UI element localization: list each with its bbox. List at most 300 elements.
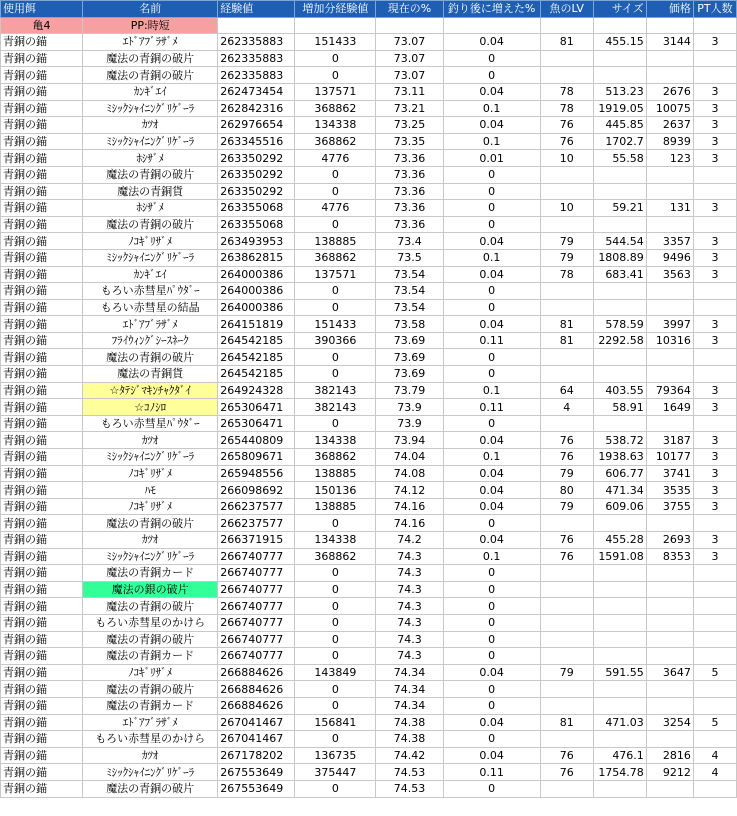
cell-exp-gain[interactable]: 0 [295,648,376,665]
cell-exp-gain[interactable]: 0 [295,67,376,84]
cell-fish-level[interactable]: 79 [540,249,593,266]
cell-price[interactable]: 79364 [646,382,693,399]
cell-party-count[interactable]: 3 [693,34,736,51]
cell-size[interactable]: 55.58 [593,150,646,167]
table-cell[interactable] [443,17,540,34]
cell-party-count[interactable]: 3 [693,249,736,266]
cell-name[interactable]: 魔法の青銅の破片 [83,50,218,67]
col-header-size[interactable]: サイズ [593,1,646,18]
cell-party-count[interactable]: 3 [693,548,736,565]
cell-pct-increase[interactable]: 0 [443,697,540,714]
cell-size[interactable]: 1702.7 [593,133,646,150]
cell-name[interactable]: ﾐｼｯｸｼｬｲﾆﾝｸﾞﾘｹﾞｰﾗ [83,100,218,117]
cell-name[interactable]: 魔法の青銅の破片 [83,631,218,648]
cell-party-count[interactable] [693,648,736,665]
cell-current-pct[interactable]: 74.16 [376,498,443,515]
cell-party-count[interactable]: 3 [693,266,736,283]
cell-current-pct[interactable]: 73.4 [376,233,443,250]
cell-exp[interactable]: 266740777 [218,648,295,665]
cell-price[interactable]: 8353 [646,548,693,565]
cell-name[interactable]: ﾐｼｯｸｼｬｲﾆﾝｸﾞﾘｹﾞｰﾗ [83,764,218,781]
cell-exp[interactable]: 264542185 [218,366,295,383]
cell-party-count[interactable]: 3 [693,382,736,399]
cell-party-count[interactable] [693,67,736,84]
cell-fish-level[interactable] [540,183,593,200]
cell-name[interactable]: ☆ｺﾉｼﾛ [83,399,218,416]
cell-fish-level[interactable]: 79 [540,465,593,482]
cell-bait[interactable]: 青銅の錨 [1,283,83,300]
cell-size[interactable] [593,780,646,797]
cell-name[interactable]: ﾉｺｷﾞﾘｻﾞﾒ [83,498,218,515]
cell-current-pct[interactable]: 73.36 [376,200,443,217]
cell-current-pct[interactable]: 73.07 [376,50,443,67]
cell-price[interactable] [646,349,693,366]
cell-current-pct[interactable]: 74.3 [376,648,443,665]
cell-price[interactable] [646,299,693,316]
col-header-price[interactable]: 価格 [646,1,693,18]
cell-party-count[interactable]: 4 [693,764,736,781]
cell-exp[interactable]: 266740777 [218,631,295,648]
cell-price[interactable]: 10316 [646,332,693,349]
cell-price[interactable]: 3563 [646,266,693,283]
cell-party-count[interactable]: 5 [693,664,736,681]
cell-bait[interactable]: 青銅の錨 [1,117,83,134]
cell-name[interactable]: 魔法の青銅の破片 [83,515,218,532]
cell-current-pct[interactable]: 73.36 [376,166,443,183]
cell-price[interactable]: 1649 [646,399,693,416]
cell-fish-level[interactable]: 81 [540,714,593,731]
cell-fish-level[interactable] [540,631,593,648]
col-header-bait[interactable]: 使用餌 [1,1,83,18]
cell-pct-increase[interactable]: 0.1 [443,449,540,466]
cell-exp[interactable]: 262335883 [218,34,295,51]
cell-pct-increase[interactable]: 0.04 [443,465,540,482]
cell-price[interactable] [646,366,693,383]
cell-price[interactable] [646,780,693,797]
cell-size[interactable] [593,415,646,432]
cell-fish-level[interactable] [540,614,593,631]
cell-current-pct[interactable]: 74.3 [376,614,443,631]
cell-exp-gain[interactable]: 156841 [295,714,376,731]
cell-exp[interactable]: 267178202 [218,747,295,764]
cell-bait[interactable]: 青銅の錨 [1,449,83,466]
cell-party-count[interactable]: 3 [693,200,736,217]
cell-current-pct[interactable]: 73.69 [376,349,443,366]
cell-name[interactable]: ﾎｼｻﾞﾒ [83,200,218,217]
cell-party-count[interactable] [693,166,736,183]
cell-size[interactable] [593,731,646,748]
cell-party-count[interactable]: 3 [693,449,736,466]
cell-fish-level[interactable] [540,598,593,615]
cell-pct-increase[interactable]: 0 [443,648,540,665]
cell-exp[interactable]: 266740777 [218,581,295,598]
cell-pct-increase[interactable]: 0.04 [443,747,540,764]
cell-exp[interactable]: 266884626 [218,697,295,714]
cell-exp-gain[interactable]: 382143 [295,399,376,416]
cell-pct-increase[interactable]: 0.04 [443,532,540,549]
cell-current-pct[interactable]: 73.54 [376,266,443,283]
cell-exp-gain[interactable]: 151433 [295,34,376,51]
cell-party-count[interactable]: 3 [693,498,736,515]
cell-name[interactable]: もろい赤彗星ﾊﾟｳﾀﾞｰ [83,283,218,300]
cell-fish-level[interactable] [540,681,593,698]
cell-current-pct[interactable]: 74.3 [376,581,443,598]
cell-size[interactable]: 58.91 [593,399,646,416]
col-header-name[interactable]: 名前 [83,1,218,18]
cell-current-pct[interactable]: 74.16 [376,515,443,532]
cell-party-count[interactable] [693,216,736,233]
cell-bait[interactable]: 青銅の錨 [1,465,83,482]
cell-exp-gain[interactable]: 150136 [295,482,376,499]
cell-size[interactable]: 538.72 [593,432,646,449]
cell-price[interactable]: 9212 [646,764,693,781]
cell-current-pct[interactable]: 74.3 [376,548,443,565]
cell-exp[interactable]: 266740777 [218,548,295,565]
cell-name[interactable]: 魔法の青銅の破片 [83,216,218,233]
cell-size[interactable]: 606.77 [593,465,646,482]
cell-exp[interactable]: 265948556 [218,465,295,482]
cell-name[interactable]: 魔法の青銅の破片 [83,681,218,698]
cell-fish-level[interactable]: 76 [540,548,593,565]
cell-size[interactable]: 591.55 [593,664,646,681]
cell-current-pct[interactable]: 73.36 [376,216,443,233]
cell-size[interactable]: 1919.05 [593,100,646,117]
cell-party-count[interactable] [693,681,736,698]
cell-exp[interactable]: 265306471 [218,399,295,416]
cell-exp-gain[interactable]: 0 [295,581,376,598]
cell-bait[interactable]: 青銅の錨 [1,216,83,233]
cell-fish-level[interactable] [540,366,593,383]
cell-name[interactable]: ｶﾝｷﾞｴｲ [83,266,218,283]
cell-fish-level[interactable]: 79 [540,498,593,515]
cell-size[interactable] [593,166,646,183]
cell-price[interactable]: 2676 [646,83,693,100]
table-cell[interactable] [693,17,736,34]
cell-bait[interactable]: 青銅の錨 [1,349,83,366]
cell-bait[interactable]: 青銅の錨 [1,50,83,67]
cell-exp[interactable]: 262335883 [218,67,295,84]
cell-bait[interactable]: 青銅の錨 [1,332,83,349]
cell-bait[interactable]: 青銅の錨 [1,631,83,648]
cell-pct-increase[interactable]: 0 [443,67,540,84]
cell-party-count[interactable] [693,283,736,300]
cell-pct-increase[interactable]: 0.04 [443,233,540,250]
cell-exp[interactable]: 263350292 [218,183,295,200]
cell-name[interactable]: 魔法の青銅カード [83,697,218,714]
cell-size[interactable] [593,283,646,300]
cell-current-pct[interactable]: 73.54 [376,283,443,300]
cell-size[interactable]: 609.06 [593,498,646,515]
cell-size[interactable]: 476.1 [593,747,646,764]
cell-name[interactable]: 魔法の青銅貨 [83,366,218,383]
cell-exp-gain[interactable]: 134338 [295,117,376,134]
cell-fish-level[interactable]: 79 [540,233,593,250]
cell-current-pct[interactable]: 73.69 [376,332,443,349]
cell-bait[interactable]: 青銅の錨 [1,266,83,283]
cell-fish-level[interactable]: 76 [540,432,593,449]
cell-exp-gain[interactable]: 4776 [295,200,376,217]
cell-pct-increase[interactable]: 0 [443,349,540,366]
cell-exp[interactable]: 264000386 [218,299,295,316]
cell-pct-increase[interactable]: 0 [443,50,540,67]
cell-exp[interactable]: 266237577 [218,515,295,532]
table-cell[interactable] [218,17,295,34]
cell-name[interactable]: 魔法の青銅の破片 [83,67,218,84]
cell-size[interactable] [593,581,646,598]
cell-current-pct[interactable]: 73.36 [376,150,443,167]
cell-exp[interactable]: 266371915 [218,532,295,549]
cell-current-pct[interactable]: 74.38 [376,714,443,731]
cell-current-pct[interactable]: 73.36 [376,183,443,200]
cell-price[interactable] [646,614,693,631]
cell-bait[interactable]: 青銅の錨 [1,648,83,665]
cell-bait[interactable]: 青銅の錨 [1,697,83,714]
cell-name[interactable]: ｴﾄﾞｱﾌﾞﾗｻﾞﾒ [83,714,218,731]
cell-party-count[interactable]: 3 [693,83,736,100]
cell-size[interactable] [593,697,646,714]
cell-current-pct[interactable]: 73.25 [376,117,443,134]
cell-exp[interactable]: 267041467 [218,731,295,748]
cell-current-pct[interactable]: 73.94 [376,432,443,449]
cell-name[interactable]: ☆ﾀﾃｼﾞﾏｷﾝﾁｬｸﾀﾞｲ [83,382,218,399]
cell-price[interactable] [646,515,693,532]
cell-current-pct[interactable]: 74.53 [376,764,443,781]
cell-bait[interactable]: 青銅の錨 [1,299,83,316]
cell-pct-increase[interactable]: 0 [443,183,540,200]
col-header-exp[interactable]: 経験値 [218,1,295,18]
cell-pct-increase[interactable]: 0 [443,299,540,316]
cell-name[interactable]: 魔法の青銅カード [83,648,218,665]
cell-party-count[interactable]: 5 [693,714,736,731]
cell-name[interactable]: 魔法の青銅貨 [83,183,218,200]
cell-current-pct[interactable]: 74.34 [376,681,443,698]
cell-price[interactable] [646,681,693,698]
cell-party-count[interactable] [693,515,736,532]
cell-bait[interactable]: 青銅の錨 [1,764,83,781]
cell-exp-gain[interactable]: 151433 [295,316,376,333]
cell-bait[interactable]: 青銅の錨 [1,83,83,100]
cell-bait[interactable]: 青銅の錨 [1,664,83,681]
cell-current-pct[interactable]: 74.34 [376,664,443,681]
cell-pct-increase[interactable]: 0.04 [443,432,540,449]
cell-fish-level[interactable] [540,648,593,665]
cell-current-pct[interactable]: 74.04 [376,449,443,466]
cell-exp-gain[interactable]: 0 [295,183,376,200]
cell-pct-increase[interactable]: 0 [443,631,540,648]
cell-bait[interactable]: 青銅の錨 [1,399,83,416]
cell-pct-increase[interactable]: 0 [443,780,540,797]
cell-exp[interactable]: 265440809 [218,432,295,449]
cell-pct-increase[interactable]: 0 [443,731,540,748]
cell-fish-level[interactable]: 76 [540,117,593,134]
cell-bait[interactable]: 青銅の錨 [1,714,83,731]
cell-name[interactable]: 魔法の青銅の破片 [83,598,218,615]
cell-price[interactable]: 3357 [646,233,693,250]
cell-bait[interactable]: 青銅の錨 [1,382,83,399]
cell-fish-level[interactable] [540,216,593,233]
cell-exp[interactable]: 265306471 [218,415,295,432]
cell-current-pct[interactable]: 74.42 [376,747,443,764]
cell-bait[interactable]: 青銅の錨 [1,100,83,117]
cell-party-count[interactable]: 3 [693,233,736,250]
cell-party-count[interactable]: 3 [693,150,736,167]
cell-exp[interactable]: 263350292 [218,166,295,183]
cell-price[interactable] [646,216,693,233]
cell-exp-gain[interactable]: 134338 [295,432,376,449]
cell-fish-level[interactable] [540,50,593,67]
cell-name[interactable]: ﾐｼｯｸｼｬｲﾆﾝｸﾞﾘｹﾞｰﾗ [83,133,218,150]
cell-party-count[interactable]: 3 [693,100,736,117]
cell-current-pct[interactable]: 73.21 [376,100,443,117]
cell-fish-level[interactable] [540,515,593,532]
cell-current-pct[interactable]: 73.07 [376,34,443,51]
cell-current-pct[interactable]: 74.53 [376,780,443,797]
cell-current-pct[interactable]: 73.58 [376,316,443,333]
cell-name[interactable]: ｶﾂｵ [83,747,218,764]
cell-party-count[interactable]: 3 [693,316,736,333]
cell-bait[interactable]: 青銅の錨 [1,183,83,200]
cell-exp[interactable]: 262842316 [218,100,295,117]
cell-exp[interactable]: 264924328 [218,382,295,399]
cell-exp[interactable]: 266098692 [218,482,295,499]
cell-party-count[interactable]: 3 [693,332,736,349]
cell-price[interactable]: 8939 [646,133,693,150]
cell-pct-increase[interactable]: 0.11 [443,332,540,349]
cell-size[interactable] [593,216,646,233]
cell-exp-gain[interactable]: 0 [295,415,376,432]
cell-name[interactable]: ﾉｺｷﾞﾘｻﾞﾒ [83,465,218,482]
cell-price[interactable] [646,565,693,582]
cell-exp[interactable]: 262976654 [218,117,295,134]
cell-current-pct[interactable]: 73.35 [376,133,443,150]
cell-party-count[interactable] [693,631,736,648]
cell-exp[interactable]: 264542185 [218,349,295,366]
cell-price[interactable]: 3741 [646,465,693,482]
cell-pct-increase[interactable]: 0.01 [443,150,540,167]
cell-current-pct[interactable]: 74.08 [376,465,443,482]
cell-exp[interactable]: 262335883 [218,50,295,67]
cell-current-pct[interactable]: 74.2 [376,532,443,549]
cell-exp[interactable]: 267553649 [218,764,295,781]
cell-price[interactable] [646,183,693,200]
cell-pct-increase[interactable]: 0 [443,614,540,631]
cell-bait[interactable]: 青銅の錨 [1,482,83,499]
cell-exp[interactable]: 263350292 [218,150,295,167]
cell-bait[interactable]: 青銅の錨 [1,581,83,598]
cell-pct-increase[interactable]: 0.04 [443,34,540,51]
cell-name[interactable]: ｶﾂｵ [83,532,218,549]
cell-fish-level[interactable]: 78 [540,266,593,283]
cell-price[interactable]: 3647 [646,664,693,681]
cell-fish-level[interactable]: 81 [540,34,593,51]
cell-exp-gain[interactable]: 0 [295,299,376,316]
cell-exp-gain[interactable]: 0 [295,50,376,67]
cell-party-count[interactable] [693,731,736,748]
cell-pct-increase[interactable]: 0 [443,366,540,383]
cell-fish-level[interactable] [540,780,593,797]
cell-party-count[interactable] [693,366,736,383]
cell-current-pct[interactable]: 73.54 [376,299,443,316]
cell-current-pct[interactable]: 73.11 [376,83,443,100]
cell-pct-increase[interactable]: 0 [443,283,540,300]
cell-size[interactable] [593,565,646,582]
cell-fish-level[interactable]: 76 [540,764,593,781]
cell-party-count[interactable] [693,50,736,67]
cell-exp[interactable]: 266884626 [218,664,295,681]
cell-exp-gain[interactable]: 0 [295,166,376,183]
cell-exp-gain[interactable]: 0 [295,366,376,383]
cell-exp-gain[interactable]: 0 [295,349,376,366]
cell-exp-gain[interactable]: 0 [295,681,376,698]
cell-pct-increase[interactable]: 0 [443,200,540,217]
cell-exp[interactable]: 266740777 [218,565,295,582]
cell-exp-gain[interactable]: 134338 [295,532,376,549]
cell-name[interactable]: ｶﾂｵ [83,117,218,134]
cell-size[interactable]: 471.03 [593,714,646,731]
cell-party-count[interactable]: 3 [693,432,736,449]
cell-party-count[interactable] [693,598,736,615]
cell-price[interactable] [646,50,693,67]
cell-pct-increase[interactable]: 0.04 [443,266,540,283]
cell-exp[interactable]: 267041467 [218,714,295,731]
cell-exp-gain[interactable]: 0 [295,515,376,532]
cell-exp-gain[interactable]: 0 [295,598,376,615]
cell-fish-level[interactable] [540,299,593,316]
cell-price[interactable] [646,283,693,300]
cell-price[interactable] [646,697,693,714]
cell-exp[interactable]: 266884626 [218,681,295,698]
cell-fish-level[interactable]: 76 [540,449,593,466]
cell-current-pct[interactable]: 73.9 [376,415,443,432]
cell-fish-level[interactable] [540,565,593,582]
cell-party-count[interactable] [693,415,736,432]
cell-pct-increase[interactable]: 0 [443,515,540,532]
cell-size[interactable]: 59.21 [593,200,646,217]
cell-size[interactable] [593,515,646,532]
cell-party-count[interactable] [693,349,736,366]
cell-pct-increase[interactable]: 0 [443,681,540,698]
cell-name[interactable]: ｴﾄﾞｱﾌﾞﾗｻﾞﾒ [83,34,218,51]
cell-size[interactable]: 2292.58 [593,332,646,349]
cell-party-count[interactable] [693,299,736,316]
cell-name[interactable]: 魔法の青銅カード [83,565,218,582]
cell-name[interactable]: 魔法の青銅の破片 [83,780,218,797]
cell-current-pct[interactable]: 73.5 [376,249,443,266]
cell-exp[interactable]: 262473454 [218,83,295,100]
cell-price[interactable]: 3254 [646,714,693,731]
cell-pct-increase[interactable]: 0.04 [443,664,540,681]
cell-size[interactable]: 1808.89 [593,249,646,266]
cell-fish-level[interactable]: 80 [540,482,593,499]
cell-bait[interactable]: 青銅の錨 [1,598,83,615]
cell-bait[interactable]: 青銅の錨 [1,166,83,183]
cell-pct-increase[interactable]: 0.11 [443,399,540,416]
cell-pct-increase[interactable]: 0.04 [443,498,540,515]
cell-bait[interactable]: 青銅の錨 [1,249,83,266]
cell-party-count[interactable] [693,183,736,200]
cell-exp[interactable]: 263345516 [218,133,295,150]
info-cell-b[interactable]: PP:時短 [83,17,218,34]
cell-size[interactable] [593,681,646,698]
cell-size[interactable] [593,67,646,84]
cell-size[interactable]: 471.34 [593,482,646,499]
cell-price[interactable] [646,581,693,598]
cell-party-count[interactable]: 3 [693,399,736,416]
cell-price[interactable] [646,731,693,748]
cell-bait[interactable]: 青銅の錨 [1,498,83,515]
cell-party-count[interactable]: 3 [693,532,736,549]
cell-bait[interactable]: 青銅の錨 [1,366,83,383]
